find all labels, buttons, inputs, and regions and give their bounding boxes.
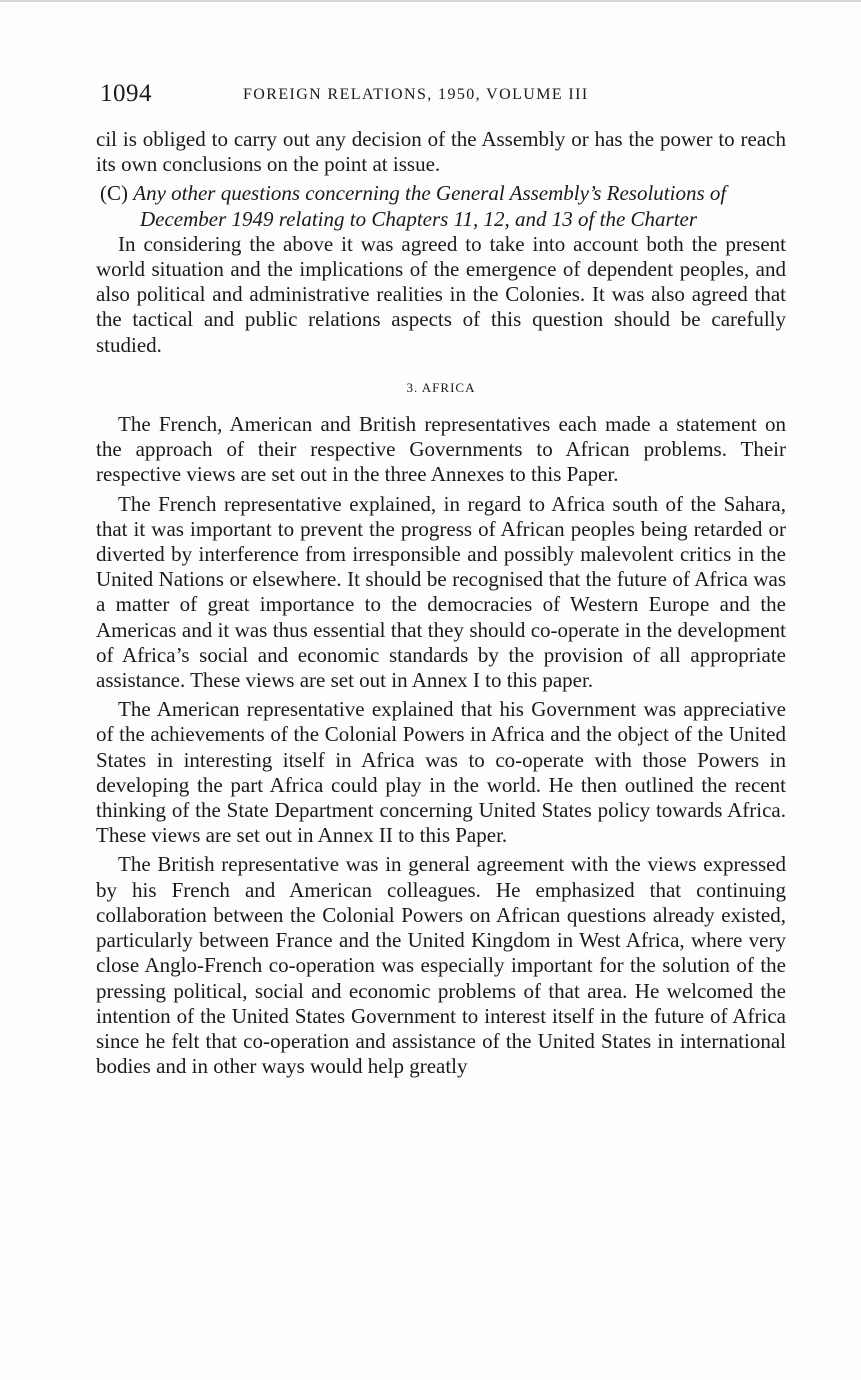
paragraph-africa-statements: The French, American and British representatives each made a statement on the approach of their respective Governments to African problems. Their respective views are set out in the three Annexes to this Paper. — [96, 412, 786, 487]
subheading-c — [96, 181, 786, 231]
page-header — [100, 80, 790, 114]
paragraph-british-representative: The British representative was in general agreement with the views expressed by his French and American colleagues. He emphasized that continuing collaboration between the Colonial Powers on African questions already existed, particularly between France and the United Kingdom in West Africa, where very close Anglo-French co-operation was especially important for the solution of the pressing political, social and economic problems of that area. He welcomed the intention of the United States Government to interest itself in the future of Africa since he felt that co-operation and assistance of the United States in international bodies and in other ways would help greatly — [96, 852, 786, 1079]
intro-paragraph: cil is obliged to carry out any decision of the Assembly or has the power to reach its own conclusions on the point at issue. — [96, 127, 786, 177]
paragraph-french-representative: The French representative explained, in regard to Africa south of the Sahara, that it was important to prevent the progress of African peoples being retarded or diverted by interference from irresponsible and possibly malevolent critics in the United Nations or elsewhere. It should be recognised that the future of Africa was a matter of great importance to the democracies of Western Europe and the Americas and it was thus essential that they should co-operate in the development of Africa’s social and economic standards by the provision of all appropriate assistance. These views are set out in Annex I to this paper. — [96, 491, 786, 693]
paragraph-considering: In considering the above it was agreed to take into account both the present world situation and the implications of the emergence of dependent peoples, and also political and administrative realities in the Colonies. It was also agreed that the tactical and public relations aspects of this question should be carefully studied. — [96, 231, 786, 357]
page-number: 1094 — [100, 80, 152, 107]
page-body — [96, 127, 786, 1079]
top-edge-rule — [0, 0, 861, 2]
running-head: FOREIGN RELATIONS, 1950, VOLUME III — [243, 86, 589, 103]
paragraph-american-representative: The American representative explained that his Government was appreciative of the achievements of the Colonial Powers in Africa and the object of the United States in interesting itself in Africa was to co-operate with those Powers in developing the part Africa could play in the world. He then outlined the recent thinking of the State Department concerning United States policy towards Africa. These views are set out in Annex II to this Paper. — [96, 697, 786, 848]
subheading-label: (C) — [100, 181, 128, 206]
section-title: 3. AFRICA — [406, 379, 476, 395]
subheading-text: Any other questions concerning the General Assembly’s Resolutions of December 1949 relating to Chapters 11, 12, and 13 of the Charter — [133, 181, 727, 231]
